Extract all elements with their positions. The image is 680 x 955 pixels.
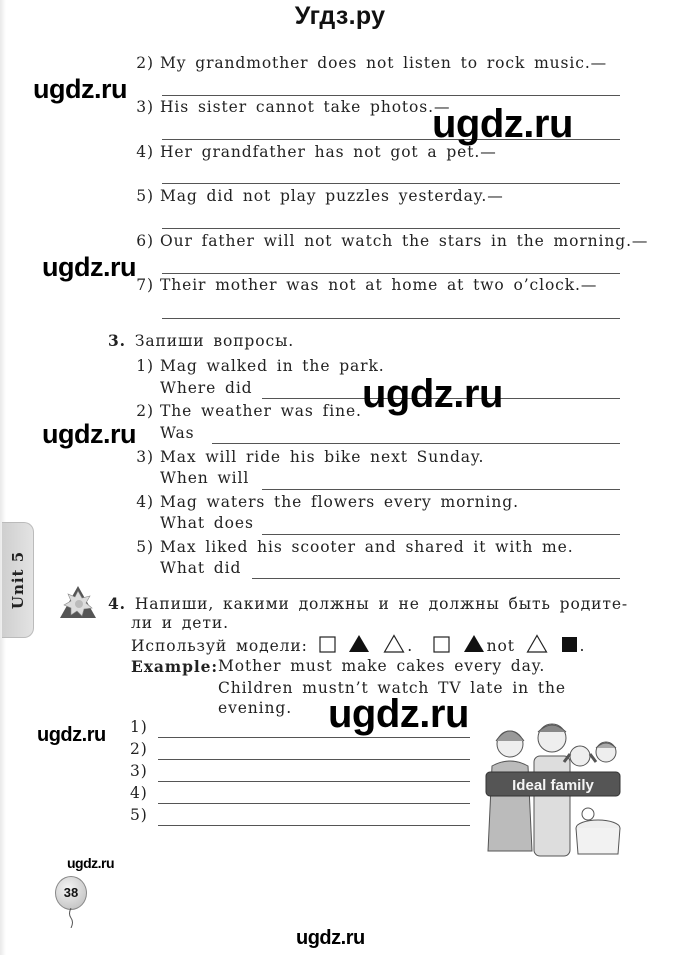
unit-tab: Unit 5 xyxy=(2,522,34,638)
watermark: ugdz.ru xyxy=(42,419,136,449)
watermark: ugdz.ru xyxy=(362,372,503,416)
empty-square-icon xyxy=(433,636,450,657)
answer-line[interactable] xyxy=(262,534,620,535)
ex3-item-3: 3) Max will ride his bike next Sunday. xyxy=(136,448,485,466)
ex3-item-5: 5) Max liked his scooter and shared it with me. xyxy=(136,538,574,556)
exercise-4-heading: 4. Напиши, какими должны и не должны быть родите- xyxy=(108,594,629,613)
answer-line[interactable] xyxy=(162,228,620,229)
exercise-4-heading-cont: ли и дети. xyxy=(131,614,229,632)
answer-num-5: 5) xyxy=(130,806,148,824)
filled-triangle-icon xyxy=(463,634,485,657)
answer-num-3: 3) xyxy=(130,762,148,780)
ex3-item-1: 1) Mag walked in the park. xyxy=(136,357,385,375)
answer-num-1: 1) xyxy=(130,718,148,736)
answer-line[interactable] xyxy=(158,803,470,804)
answer-line[interactable] xyxy=(162,95,620,96)
ex2-item-3: 3) His sister cannot take photos.— xyxy=(136,98,451,116)
ex3-item-2: 2) The weather was fine. xyxy=(136,402,362,420)
watermark: ugdz.ru xyxy=(296,927,365,949)
empty-triangle-icon xyxy=(526,634,548,657)
answer-line[interactable] xyxy=(158,737,470,738)
answer-line[interactable] xyxy=(252,578,620,579)
banner-text: Ideal family xyxy=(512,777,594,794)
ex2-item-4: 4) Her grandfather has not got a pet.— xyxy=(136,143,497,161)
ex3-prompt-1: Where did xyxy=(160,379,253,397)
watermark: ugdz.ru xyxy=(328,692,469,736)
empty-square-icon xyxy=(319,636,336,657)
watermark: ugdz.ru xyxy=(37,724,106,746)
example-line-2: Children mustn’t watch TV late in the xyxy=(218,679,566,697)
answer-line[interactable] xyxy=(158,825,470,826)
answer-num-4: 4) xyxy=(130,784,148,802)
balloon-string-icon xyxy=(66,908,76,928)
ex3-prompt-5: What did xyxy=(160,559,242,577)
ex3-prompt-2: Was xyxy=(160,424,195,442)
watermark: ugdz.ru xyxy=(33,74,127,104)
creative-task-icon xyxy=(58,584,98,620)
answer-line[interactable] xyxy=(162,183,620,184)
watermark: ugdz.ru xyxy=(42,252,136,282)
ex2-item-5: 5) Mag did not play puzzles yesterday.— xyxy=(136,187,504,205)
page-edge-shade xyxy=(0,0,6,955)
exercise-3-heading: 3. Запиши вопросы. xyxy=(108,331,295,350)
ex2-item-2: 2) My grandmother does not listen to rock music.— xyxy=(136,54,608,72)
example-line-3: evening. xyxy=(218,699,293,717)
watermark: ugdz.ru xyxy=(432,102,573,146)
ex3-prompt-3: When will xyxy=(160,469,250,487)
models-row: Используй модели: . not . xyxy=(131,634,585,657)
empty-triangle-icon xyxy=(383,634,405,657)
answer-line[interactable] xyxy=(158,781,470,782)
answer-line[interactable] xyxy=(162,273,620,274)
answer-line[interactable] xyxy=(212,443,620,444)
watermark: ugdz.ru xyxy=(67,855,115,871)
site-title: Угдз.ру xyxy=(294,2,386,30)
answer-line[interactable] xyxy=(158,759,470,760)
ex2-item-7: 7) Their mother was not at home at two o’clock.— xyxy=(136,276,598,294)
example-label: Example: xyxy=(131,657,219,676)
ex3-item-4: 4) Mag waters the flowers every morning. xyxy=(136,493,519,511)
filled-square-icon xyxy=(561,636,578,657)
answer-line[interactable] xyxy=(262,489,620,490)
filled-triangle-icon xyxy=(348,634,370,657)
ex3-prompt-4: What does xyxy=(160,514,254,532)
answer-num-2: 2) xyxy=(130,740,148,758)
ex2-item-6: 6) Our father will not watch the stars in the morning.— xyxy=(136,232,649,250)
answer-line[interactable] xyxy=(162,318,620,319)
page-number-balloon: 38 xyxy=(55,876,87,910)
example-line-1: Mother must make cakes every day. xyxy=(218,657,546,675)
ideal-family-illustration xyxy=(480,716,625,866)
